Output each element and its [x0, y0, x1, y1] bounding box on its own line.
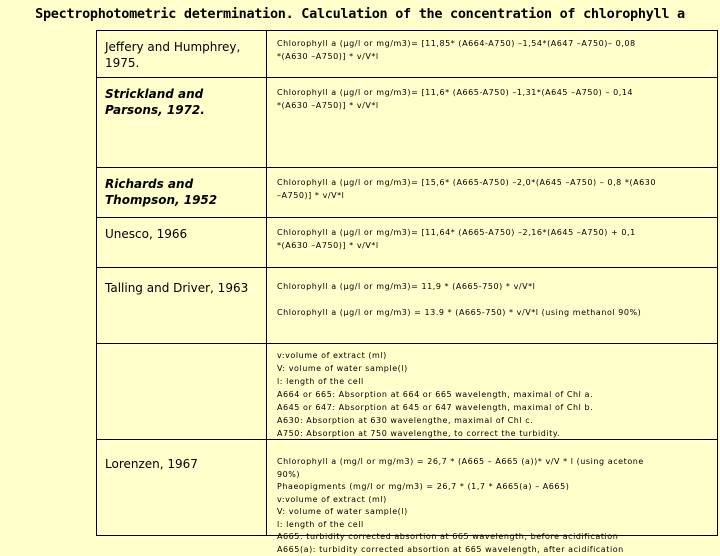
formula-line: Phaeopigments (mg/l or mg/m3) = 26,7 * (1,7 * A665(a) – A665): [277, 481, 707, 494]
author-cell: Strickland and Parsons, 1972.: [97, 78, 267, 168]
table-row: [97, 77, 717, 168]
formula-cell: [267, 78, 717, 168]
legend-line: l: length of the cell: [277, 375, 707, 388]
formula-line: Chlorophyll a (µg/l or mg/m3)= [11,85* (A664-A750) –1,54*(A647 –A750)– 0,08: [277, 37, 707, 50]
table-row: [97, 343, 717, 440]
formula-line: Chlorophyll a (mg/l or mg/m3) = 26,7 * (A665 – A665 (a))* v/V * l (using acetone: [277, 456, 707, 469]
formula-line: Chlorophyll a (µg/l or mg/m3)= [15,6* (A665-A750) –2,0*(A645 –A750) – 0,8 *(A630: [277, 176, 707, 189]
table-row: [97, 217, 717, 268]
formula-line: V: volume of water sample(l): [277, 506, 707, 519]
table-row: [97, 31, 717, 77]
page-title: Spectrophotometric determination. Calculation of the concentration of chlorophyll a: [0, 6, 720, 22]
formula-line: Chlorophyll a (µg/l or mg/m3)= 11,9 * (A665-750) * v/V*l: [277, 280, 707, 293]
formula-cell: [267, 218, 717, 268]
formula-line: –A750)] * v/V*l: [277, 189, 707, 202]
formula-line: 90%): [277, 469, 707, 482]
formula-line: [277, 293, 707, 306]
formula-line: *(A630 –A750)] * v/V*l: [277, 99, 707, 112]
table-row: [97, 267, 717, 344]
author-cell: Unesco, 1966: [97, 218, 267, 268]
author-cell: Jeffery and Humphrey, 1975.: [97, 31, 267, 77]
formula-line: *(A630 –A750)] * v/V*l: [277, 50, 707, 63]
legend-line: A664 or 665: Absorption at 664 or 665 wavelength, maximal of Chl a.: [277, 388, 707, 401]
formula-line: *(A630 –A750)] * v/V*l: [277, 239, 707, 252]
formula-cell: [267, 168, 717, 218]
table-row: [97, 439, 717, 536]
author-cell: [97, 344, 267, 440]
legend-line: v:volume of extract (ml): [277, 349, 707, 362]
author-cell: Richards and Thompson, 1952: [97, 168, 267, 218]
legend-line: A630: Absorption at 630 wavelengthe, maximal of Chl c.: [277, 414, 707, 427]
formula-line: A665: turbidity corrected absortion at 665 wavelength, before acidification: [277, 531, 707, 544]
legend-cell: [267, 344, 717, 440]
legend-line: V: volume of water sample(l): [277, 362, 707, 375]
formula-line: v:volume of extract (ml): [277, 494, 707, 507]
formula-line: A665(a): turbidity corrected absortion at 665 wavelength, after acidification: [277, 544, 707, 556]
formula-line: Chlorophyll a (µg/l or mg/m3) = 13.9 * (A665-750) * v/V*l (using methanol 90%): [277, 306, 707, 319]
formula-line: Chlorophyll a (µg/l or mg/m3)= [11,64* (A665-A750) –2,16*(A645 –A750) + 0,1: [277, 226, 707, 239]
formula-cell: [267, 31, 717, 77]
formula-table: [96, 30, 718, 536]
author-cell: Lorenzen, 1967: [97, 440, 267, 536]
formula-line: Chlorophyll a (µg/l or mg/m3)= [11,6* (A665-A750) –1,31*(A645 –A750) – 0,14: [277, 86, 707, 99]
formula-line: l: length of the cell: [277, 519, 707, 532]
formula-cell: [267, 440, 717, 536]
legend-line: A645 or 647: Absorption at 645 or 647 wavelength, maximal of Chl b.: [277, 401, 707, 414]
author-cell: Talling and Driver, 1963: [97, 268, 267, 344]
legend-line: A750: Absorption at 750 wavelengthe, to correct the turbidity.: [277, 427, 707, 440]
table-row: [97, 167, 717, 218]
formula-cell: [267, 268, 717, 344]
